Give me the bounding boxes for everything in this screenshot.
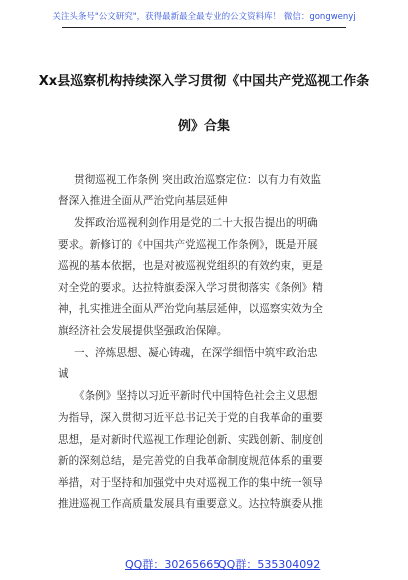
body-line-6: 对全党的要求。达拉特旗委深入学习贯彻落实《条例》精	[58, 282, 323, 294]
section-heading-line-2: 诚	[58, 368, 69, 380]
body-line-5: 巡视的基本依据，也是对被巡视党组织的有效约束，更是	[58, 260, 323, 272]
qq-group-link-1[interactable]: QQ群：30265665	[125, 558, 221, 571]
body-line-13: 思想，是对新时代巡视工作理论创新、实践创新、制度创	[58, 434, 323, 446]
body-line-4: 要求。新修订的《中国共产党巡视工作条例》，既是开展	[58, 239, 318, 251]
body-line-11: 《条例》坚持以习近平新时代中国特色社会主义思想	[74, 390, 318, 402]
document-title-line-2: 例》合集	[177, 119, 230, 134]
body-line-1: 贯彻巡视工作条例 突出政治巡察定位：以有力有效监	[74, 174, 322, 186]
body-line-12: 为指导，深入贯彻习近平总书记关于党的自我革命的重要	[58, 412, 323, 424]
header-divider	[62, 27, 346, 28]
body-line-8: 旗经济社会发展提供坚强政治保障。	[58, 325, 228, 337]
body-line-2: 督深入推进全面从严治党向基层延伸	[58, 195, 228, 207]
body-line-7: 神，扎实推进全面从严治党向基层延伸，以巡察实效为全	[58, 303, 323, 315]
body-line-3: 发挥政治巡视利剑作用是党的二十大报告提出的明确	[74, 217, 318, 229]
footer	[0, 556, 408, 570]
body-line-15: 举措，对于坚持和加强党中央对巡视工作的集中统一领导	[58, 477, 323, 489]
document-title-line-1: Xx县巡察机构持续深入学习贯彻《中国共产党巡视工作条	[38, 74, 370, 89]
qq-group-link-2[interactable]: QQ群：535304092	[218, 558, 321, 571]
body-line-16: 推进巡视工作高质量发展具有重要意义。达拉特旗委从推	[58, 498, 323, 510]
body-line-14: 新的深刻总结，是完善党的自我革命制度规范体系的重要	[58, 455, 323, 467]
header-promo-text: 关注头条号"公文研究"，获得最新最全最专业的公文资料库！ 微信：gongwenyj	[52, 12, 356, 22]
section-heading-line-1: 一、淬炼思想、凝心铸魂，在深学细悟中筑牢政治忠	[74, 347, 318, 359]
